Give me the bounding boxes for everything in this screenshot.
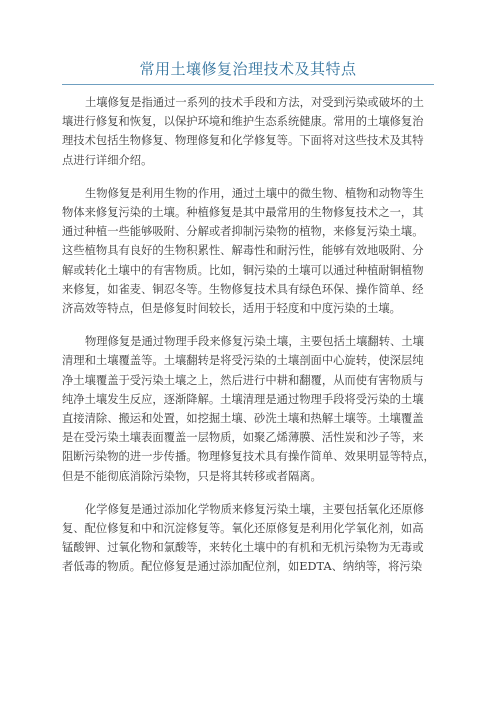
text-line: 直接清除、搬运和处置，如挖掘土壤、砂洗土壤和热解土壤等。土壤覆盖 — [62, 412, 424, 426]
text-line: 净土壤覆盖于受污染土壤之上，然后进行中耕和翻覆，从而使有害物质与 — [62, 373, 424, 387]
text-line: 纯净土壤发生反应，逐渐降解。土壤清理是通过物理手段将受污染的土壤 — [62, 392, 424, 406]
text-line: 锰酸钾、过氧化物和氯酸等，来转化土壤中的有机和无机污染物为无毒或 — [62, 541, 424, 555]
text-line: 但是不能彻底消除污染物，只是将其转移或者隔离。 — [62, 469, 322, 483]
text-line: 物体来修复污染的土壤。种植修复是其中最常用的生物修复技术之一，其 — [62, 206, 424, 220]
text-line: 者低毒的物质。配位修复是通过添加配位剂，如EDTA、纳纳等，将污染 — [62, 560, 422, 574]
document-body — [62, 93, 434, 591]
text-line: 化学修复是通过添加化学物质来修复污染土壤，主要包括氧化还原修 — [85, 502, 424, 516]
paragraph-intro — [62, 93, 434, 170]
text-line: 这些植物具有良好的生物积累性、解毒性和耐污性，能够有效地吸附、分 — [62, 244, 424, 258]
text-line: 来修复，如雀麦、铜忍冬等。生物修复技术具有绿色环保、操作简单、经 — [62, 282, 424, 296]
text-line: 生物修复是利用生物的作用，通过土壤中的微生物、植物和动物等生 — [85, 186, 424, 200]
text-line: 阻断污染物的进一步传播。物理修复技术具有操作简单、效果明显等特点， — [62, 450, 435, 464]
text-line: 是在受污染土壤表面覆盖一层物质，如聚乙烯薄膜、活性炭和沙子等，来 — [62, 431, 424, 445]
text-line: 壤进行修复和恢复，以保护环境和维护生态系统健康。常用的土壤修复治 — [62, 115, 424, 129]
text-line: 清理和土壤覆盖等。土壤翻转是将受污染的土壤剖面中心旋转，使深层纯 — [62, 354, 424, 368]
document-title: 常用土壤修复治理技术及其特点 — [139, 60, 357, 78]
paragraph-chemical-remediation — [62, 500, 434, 577]
text-line: 解或转化土壤中的有害物质。比如，铜污染的土壤可以通过种植耐铜植物 — [62, 263, 424, 277]
title-underline — [62, 84, 434, 85]
paragraph-physical-remediation — [62, 332, 434, 486]
text-line: 济高效等特点，但是修复时间较长，适用于轻度和中度污染的土壤。 — [62, 302, 401, 316]
text-line: 复、配位修复和中和沉淀修复等。氧化还原修复是利用化学氧化剂，如高 — [62, 522, 424, 536]
text-line: 土壤修复是指通过一系列的技术手段和方法，对受到污染或破坏的土 — [85, 96, 424, 109]
text-line: 通过种植一些能够吸附、分解或者抑制污染物的植物，来修复污染土壤。 — [62, 225, 424, 239]
text-line: 理技术包括生物修复、物理修复和化学修复等。下面将对这些技术及其特 — [62, 134, 424, 148]
text-line: 点进行详细介绍。 — [62, 153, 153, 167]
text-line: 物理修复是通过物理手段来修复污染土壤，主要包括土壤翻转、土壤 — [85, 335, 424, 349]
paragraph-bio-remediation — [62, 184, 434, 318]
